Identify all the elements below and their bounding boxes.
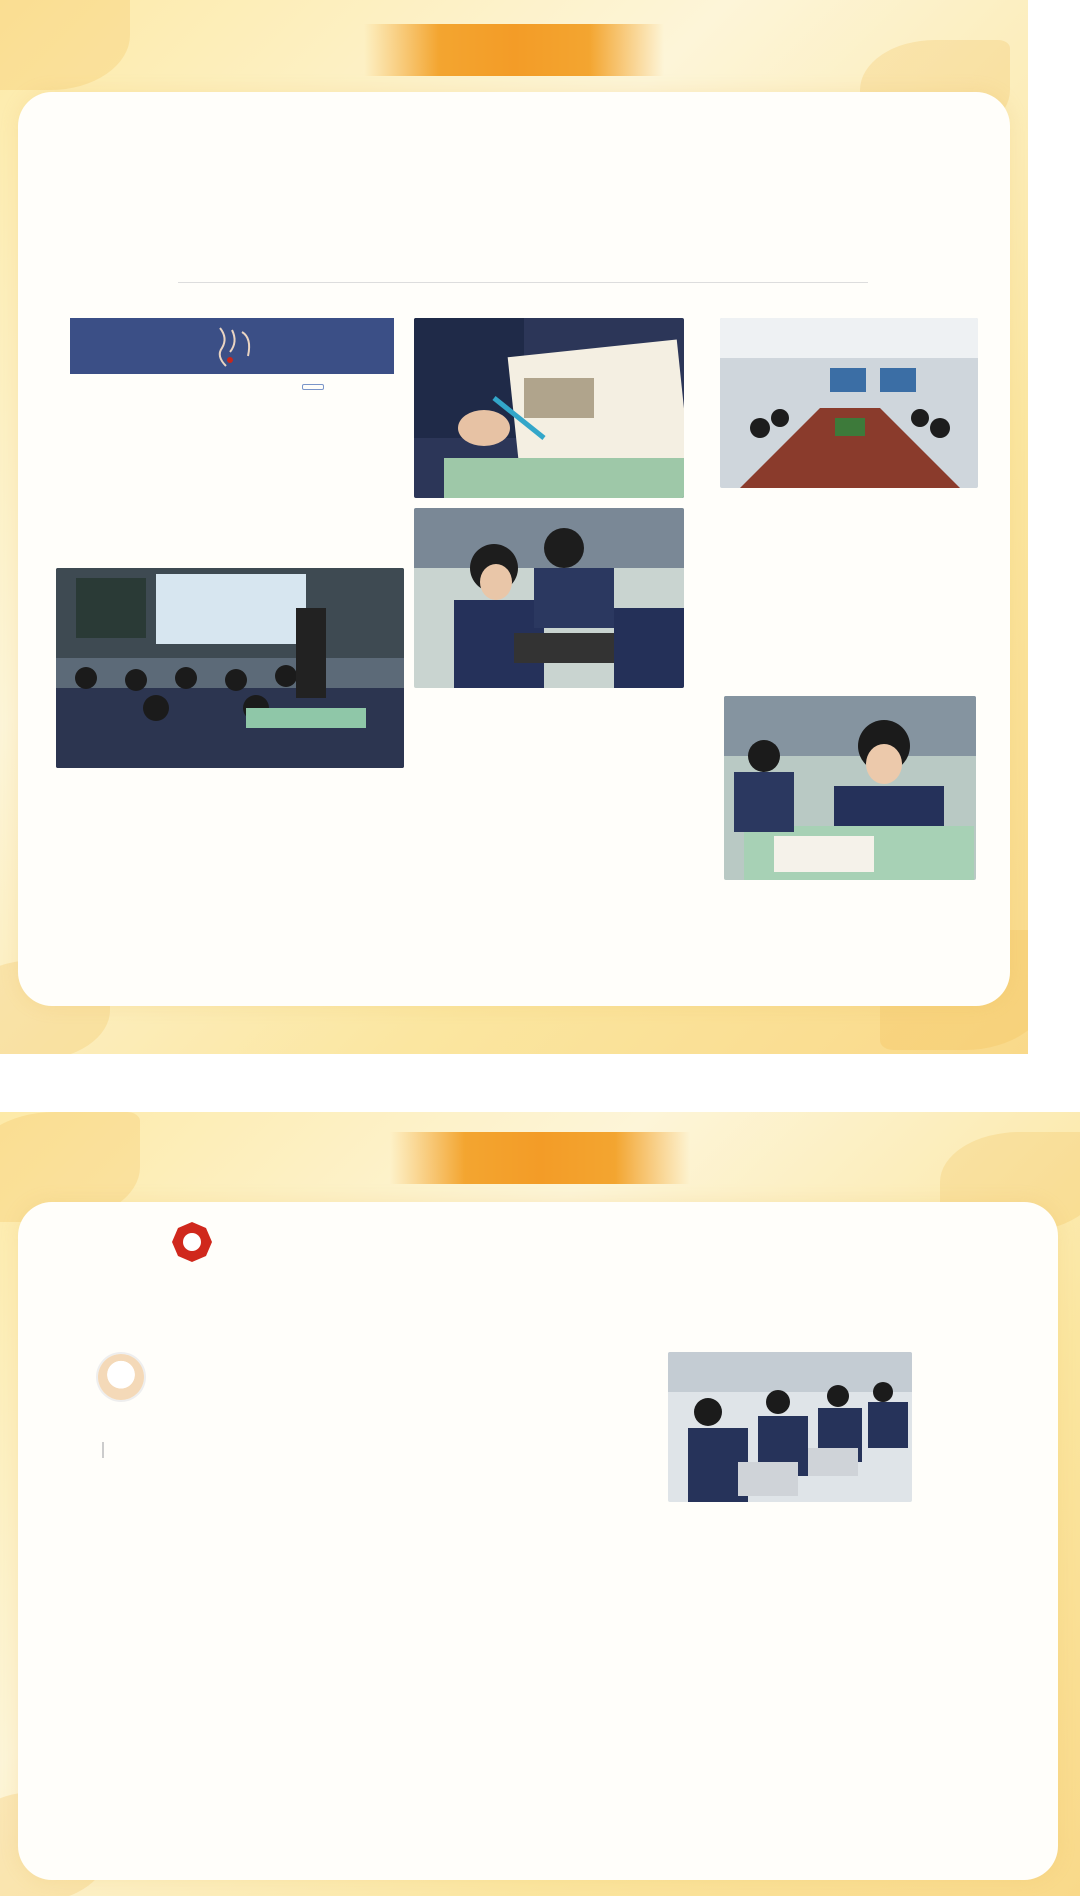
photo-classroom-laptops — [668, 1352, 912, 1502]
poster-banner — [364, 24, 664, 76]
channel-nav — [304, 1220, 664, 1254]
try-now-button[interactable] — [302, 384, 324, 390]
author-avatar[interactable] — [98, 1354, 144, 1400]
quote-bar — [102, 1442, 104, 1458]
shanghai-observer-logo-icon[interactable] — [170, 1220, 214, 1264]
photo-boy-writing — [724, 696, 976, 880]
article-card — [18, 1202, 1058, 1880]
photo-students-tablet — [414, 508, 684, 688]
poster-shanghai-observer — [0, 1112, 1080, 1896]
article-card — [18, 92, 1010, 1006]
wechat-header-line — [178, 122, 264, 152]
poster-banner — [390, 1132, 690, 1184]
app-header-banner — [70, 318, 394, 374]
photo-classroom-tablets — [56, 568, 404, 768]
photo-meeting-room — [720, 318, 978, 488]
leaf-decoration — [0, 0, 130, 90]
photo-student-writing — [414, 318, 684, 498]
calligraphy-logo-icon — [70, 318, 394, 374]
meta-divider — [178, 282, 868, 283]
